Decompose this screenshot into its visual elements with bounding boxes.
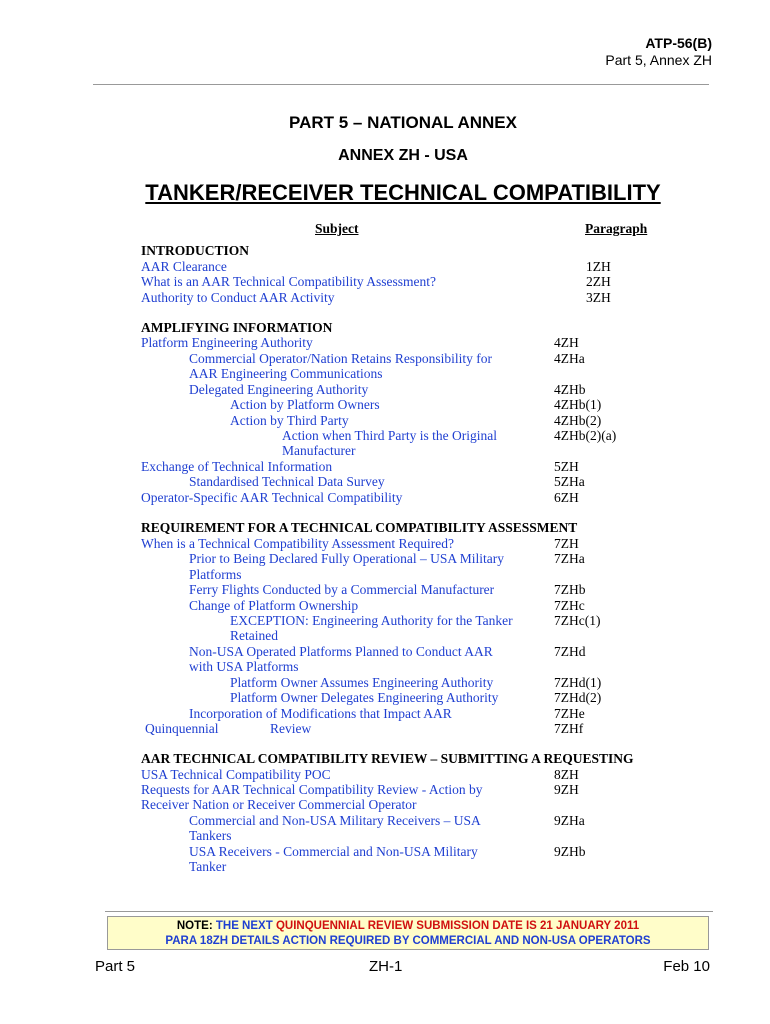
- section-heading: REQUIREMENT FOR A TECHNICAL COMPATIBILITY ASSESSMENT: [141, 520, 578, 535]
- document-id: ATP-56(B): [645, 35, 712, 51]
- note-line-2: PARA 18ZH DETAILS ACTION REQUIRED BY COMMERCIAL AND NON-USA OPERATORS: [165, 935, 651, 947]
- paragraph-number: 7ZHd: [554, 644, 586, 659]
- note-text: THE NEXT: [215, 920, 273, 932]
- toc-link[interactable]: Retained: [230, 628, 278, 643]
- toc-link[interactable]: Tankers: [189, 828, 232, 843]
- note-label: NOTE:: [176, 920, 213, 932]
- footer-part: Part 5: [95, 958, 136, 975]
- toc-link[interactable]: What is an AAR Technical Compatibility Assessment?: [141, 274, 437, 289]
- paragraph-number: 7ZHd(1): [554, 675, 602, 690]
- toc-link[interactable]: USA Receivers - Commercial and Non-USA Military: [189, 844, 478, 859]
- header-divider: [93, 84, 709, 85]
- subject-column-header: Subject: [315, 221, 359, 236]
- paragraph-number: 7ZHf: [554, 721, 584, 736]
- toc-link[interactable]: with USA Platforms: [189, 659, 299, 674]
- toc-link[interactable]: Change of Platform Ownership: [189, 598, 359, 613]
- toc-link[interactable]: Incorporation of Modifications that Impact AAR: [189, 706, 452, 721]
- toc-link[interactable]: Commercial Operator/Nation Retains Responsibility for: [189, 351, 492, 366]
- paragraph-number: 4ZHb(2): [554, 413, 602, 428]
- paragraph-number: 7ZHd(2): [554, 690, 602, 705]
- toc-link[interactable]: Requests for AAR Technical Compatibility Review - Action by: [141, 782, 483, 797]
- toc-link[interactable]: When is a Technical Compatibility Assessment Required?: [141, 536, 454, 551]
- toc-link[interactable]: AAR Engineering Communications: [189, 366, 383, 381]
- paragraph-number: 5ZHa: [554, 474, 585, 489]
- toc-link[interactable]: Manufacturer: [282, 443, 356, 458]
- paragraph-number: 2ZH: [586, 274, 611, 289]
- toc-link[interactable]: AAR Clearance: [141, 259, 227, 274]
- toc-link[interactable]: Non-USA Operated Platforms Planned to Conduct AAR: [189, 644, 493, 659]
- footer-date: Feb 10: [663, 958, 710, 975]
- paragraph-number: 7ZHc: [554, 598, 585, 613]
- section-heading: AMPLIFYING INFORMATION: [141, 320, 333, 335]
- paragraph-number: 5ZH: [554, 459, 579, 474]
- toc-link[interactable]: Exchange of Technical Information: [141, 459, 333, 474]
- paragraph-number: 4ZHb(1): [554, 397, 602, 412]
- footer-page-number: ZH-1: [369, 958, 403, 975]
- paragraph-number: 7ZH: [554, 536, 579, 551]
- paragraph-number: 9ZH: [554, 782, 579, 797]
- paragraph-number: 4ZHb(2)(a): [554, 428, 617, 443]
- paragraph-number: 7ZHc(1): [554, 613, 601, 628]
- toc-link[interactable]: Action by Platform Owners: [230, 397, 380, 412]
- toc-link[interactable]: Action when Third Party is the Original: [282, 428, 497, 443]
- toc-link[interactable]: Quinquennial: [145, 721, 219, 736]
- note-date-text: QUINQUENNIAL REVIEW SUBMISSION DATE IS 21 JANUARY 2011: [275, 920, 640, 932]
- toc-link[interactable]: Authority to Conduct AAR Activity: [141, 290, 335, 305]
- part-title: PART 5 – NATIONAL ANNEX: [289, 113, 517, 132]
- paragraph-number: 4ZH: [554, 335, 579, 350]
- paragraph-number: 9ZHb: [554, 844, 586, 859]
- note-divider: [105, 911, 713, 912]
- toc-link[interactable]: Ferry Flights Conducted by a Commercial Manufacturer: [189, 582, 495, 597]
- toc-link[interactable]: Tanker: [189, 859, 227, 874]
- toc-link[interactable]: Operator-Specific AAR Technical Compatibility: [141, 490, 403, 505]
- toc-link[interactable]: Prior to Being Declared Fully Operational – USA Military: [189, 551, 504, 566]
- toc-link[interactable]: Delegated Engineering Authority: [189, 382, 369, 397]
- paragraph-number: 6ZH: [554, 490, 579, 505]
- paragraph-number: 4ZHa: [554, 351, 585, 366]
- paragraph-number: 8ZH: [554, 767, 579, 782]
- page-title: TANKER/RECEIVER TECHNICAL COMPATIBILITY: [145, 180, 661, 205]
- toc-link[interactable]: Review: [270, 721, 312, 736]
- toc-link[interactable]: EXCEPTION: Engineering Authority for the Tanker: [230, 613, 513, 628]
- paragraph-number: 7ZHe: [554, 706, 585, 721]
- paragraph-number: 3ZH: [586, 290, 611, 305]
- toc-link[interactable]: Commercial and Non-USA Military Receivers – USA: [189, 813, 481, 828]
- section-heading: AAR TECHNICAL COMPATIBILITY REVIEW – SUBMITTING A REQUESTING: [141, 751, 634, 766]
- paragraph-number: 7ZHa: [554, 551, 585, 566]
- toc-link[interactable]: Platform Engineering Authority: [141, 335, 313, 350]
- paragraph-number: 7ZHb: [554, 582, 586, 597]
- paragraph-number: 4ZHb: [554, 382, 586, 397]
- toc-link[interactable]: USA Technical Compatibility POC: [141, 767, 331, 782]
- section-heading: INTRODUCTION: [141, 243, 250, 258]
- note-line-1: [108, 919, 708, 934]
- note-box: [107, 916, 709, 950]
- paragraph-column-header: Paragraph: [585, 221, 648, 236]
- toc-link[interactable]: Standardised Technical Data Survey: [189, 474, 385, 489]
- paragraph-number: 9ZHa: [554, 813, 585, 828]
- toc-link[interactable]: Platform Owner Assumes Engineering Authority: [230, 675, 494, 690]
- toc-link[interactable]: Platforms: [189, 567, 242, 582]
- paragraph-number: 1ZH: [586, 259, 611, 274]
- annex-title: ANNEX ZH - USA: [338, 147, 468, 164]
- toc-link[interactable]: Action by Third Party: [230, 413, 349, 428]
- part-reference: Part 5, Annex ZH: [605, 52, 712, 68]
- toc-link[interactable]: Receiver Nation or Receiver Commercial Operator: [141, 797, 417, 812]
- toc-link[interactable]: Platform Owner Delegates Engineering Authority: [230, 690, 499, 705]
